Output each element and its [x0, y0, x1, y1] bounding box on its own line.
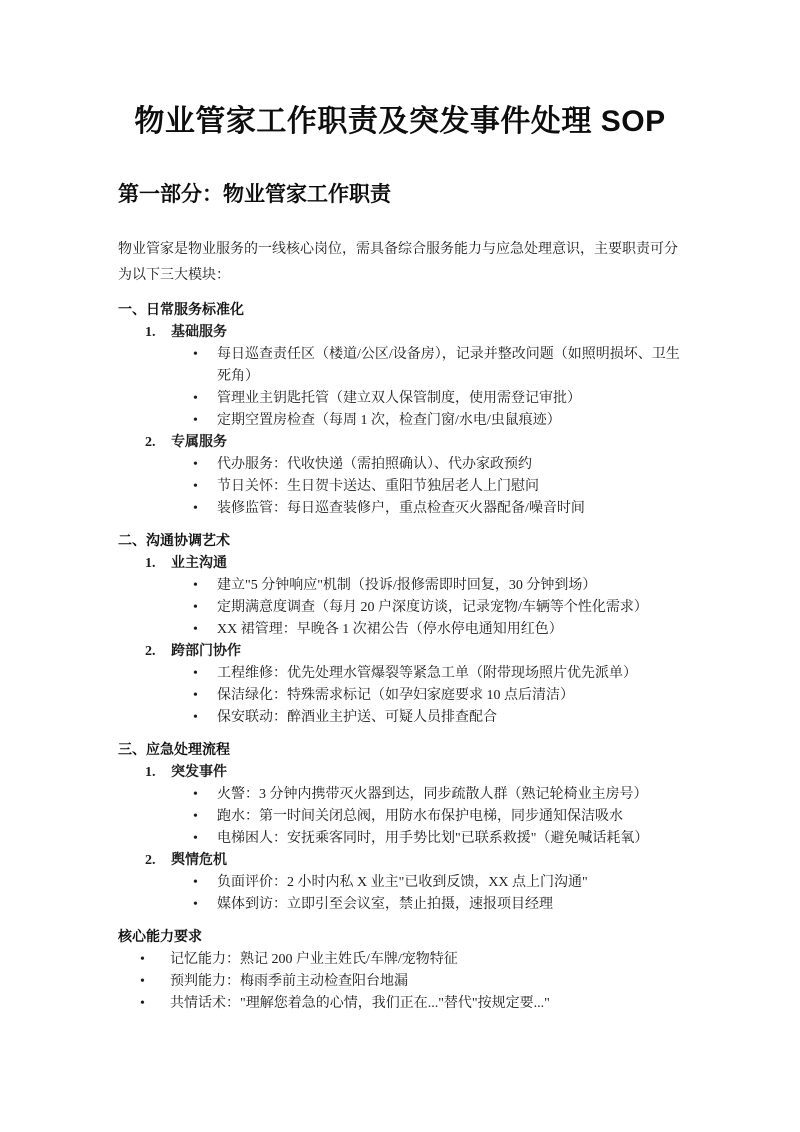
section-emergency: [118, 740, 690, 916]
bullet-text: 保洁绿化：特殊需求标记（如孕妇家庭要求 10 点后清洁）: [217, 688, 574, 703]
bullet-item: [118, 872, 690, 894]
bullet-icon: •: [193, 457, 198, 472]
bullet-item: [118, 784, 690, 806]
bullet-text: 电梯困人：安抚乘客同时，用手势比划"已联系救援"（避免喊话耗氧）: [217, 831, 649, 846]
section-heading: 一、日常服务标准化: [118, 303, 244, 318]
bullet-item: [118, 597, 690, 619]
bullet-item: [118, 388, 690, 410]
subsection-row: [118, 850, 690, 872]
subsection-row: [118, 641, 690, 663]
bullet-item: [118, 685, 690, 707]
bullet-item: [118, 498, 690, 520]
subsection-number: 2.: [145, 435, 156, 450]
bullet-item: [118, 806, 690, 828]
bullet-icon: •: [193, 622, 198, 637]
bullet-text: 定期空置房检查（每周 1 次，检查门窗/水电/虫鼠痕迹）: [217, 413, 561, 428]
subsection-row: [118, 553, 690, 575]
bullet-icon: •: [140, 996, 145, 1011]
subsection-number: 1.: [145, 556, 156, 571]
bullet-item: [118, 410, 690, 432]
section-heading: 核心能力要求: [118, 930, 202, 945]
bullet-text: 建立"5 分钟响应"机制（投诉/报修需即时回复，30 分钟到场）: [217, 578, 597, 593]
subsection-title: 专属服务: [171, 435, 227, 450]
bullet-text: 代办服务：代收快递（需拍照确认）、代办家政预约: [217, 457, 532, 472]
bullet-text: 共情话术："理解您着急的心情，我们正在..."替代"按规定要...": [170, 996, 550, 1011]
subsection-title: 跨部门协作: [171, 644, 241, 659]
bullet-item: [118, 663, 690, 685]
subsection-title: 基础服务: [171, 325, 227, 340]
bullet-icon: •: [140, 974, 145, 989]
bullet-item: [118, 619, 690, 641]
bullet-icon: •: [193, 875, 198, 890]
bullet-icon: •: [193, 600, 198, 615]
section-heading: 二、沟通协调艺术: [118, 534, 230, 549]
intro-paragraph: 物业管家是物业服务的一线核心岗位，需具备综合服务能力与应急处理意识，主要职责可分为以下三大模块：: [118, 242, 678, 283]
bullet-icon: •: [193, 347, 198, 362]
subsection-title: 舆情危机: [171, 853, 227, 868]
section-daily-service: [118, 300, 690, 520]
bullet-item: [118, 454, 690, 476]
subsection-number: 1.: [145, 765, 156, 780]
bullet-text: 媒体到访：立即引至会议室，禁止拍摄，速报项目经理: [217, 897, 553, 912]
bullet-item: [118, 476, 690, 498]
bullet-icon: •: [140, 952, 145, 967]
section-communication: [118, 531, 690, 729]
section-core-abilities: [118, 927, 690, 1015]
bullet-icon: •: [193, 501, 198, 516]
section-heading: 三、应急处理流程: [118, 743, 230, 758]
bullet-text: 火警：3 分钟内携带灭火器到达，同步疏散人群（熟记轮椅业主房号）: [217, 787, 648, 802]
bullet-text: 负面评价：2 小时内私 X 业主"已收到反馈，XX 点上门沟通": [217, 875, 588, 890]
bullet-text: 节日关怀：生日贺卡送达、重阳节独居老人上门慰问: [217, 479, 539, 494]
subsection-row: [118, 432, 690, 454]
bullet-item: [118, 575, 690, 597]
bullet-icon: •: [193, 787, 198, 802]
bullet-text: 预判能力：梅雨季前主动检查阳台地漏: [170, 974, 408, 989]
bullet-text: XX 裙管理：早晚各 1 次裙公告（停水停电通知用红色）: [217, 622, 563, 637]
bullet-item: [118, 707, 690, 729]
bullet-icon: •: [193, 413, 198, 428]
bullet-item: [118, 971, 690, 993]
bullet-item: [118, 949, 690, 971]
bullet-text: 跑水：第一时间关闭总阀，用防水布保护电梯，同步通知保洁吸水: [217, 809, 623, 824]
bullet-item: [118, 993, 690, 1015]
bullet-icon: •: [193, 578, 198, 593]
bullet-item: [118, 828, 690, 850]
subsection-number: 2.: [145, 853, 156, 868]
bullet-icon: •: [193, 391, 198, 406]
bullet-icon: •: [193, 688, 198, 703]
subsection-title: 突发事件: [171, 765, 227, 780]
subsection-number: 2.: [145, 644, 156, 659]
bullet-text: 记忆能力：熟记 200 户业主姓氏/车牌/宠物特征: [170, 952, 458, 967]
bullet-text: 管理业主钥匙托管（建立双人保管制度，使用需登记审批）: [217, 391, 581, 406]
part-heading: 第一部分：物业管家工作职责: [118, 183, 391, 206]
subsection-title: 业主沟通: [171, 556, 227, 571]
bullet-icon: •: [193, 897, 198, 912]
bullet-item: [118, 894, 690, 916]
subsection-row: [118, 762, 690, 784]
doc-title: 物业管家工作职责及突发事件处理 SOP: [134, 105, 666, 138]
bullet-icon: •: [193, 809, 198, 824]
bullet-text: 定期满意度调查（每月 20 户深度访谈，记录宠物/车辆等个性化需求）: [217, 600, 648, 615]
bullet-icon: •: [193, 710, 198, 725]
subsection-row: [118, 322, 690, 344]
bullet-icon: •: [193, 479, 198, 494]
subsection-number: 1.: [145, 325, 156, 340]
bullet-icon: •: [193, 831, 198, 846]
bullet-text: 装修监管：每日巡查装修户，重点检查灭火器配备/噪音时间: [217, 501, 585, 516]
bullet-text: 工程维修：优先处理水管爆裂等紧急工单（附带现场照片优先派单）: [217, 666, 637, 681]
bullet-item: [118, 344, 690, 388]
bullet-text: 每日巡查责任区（楼道/公区/设备房），记录并整改问题（如照明损坏、卫生死角）: [217, 347, 680, 384]
bullet-icon: •: [193, 666, 198, 681]
bullet-text: 保安联动：醉酒业主护送、可疑人员排查配合: [217, 710, 497, 725]
